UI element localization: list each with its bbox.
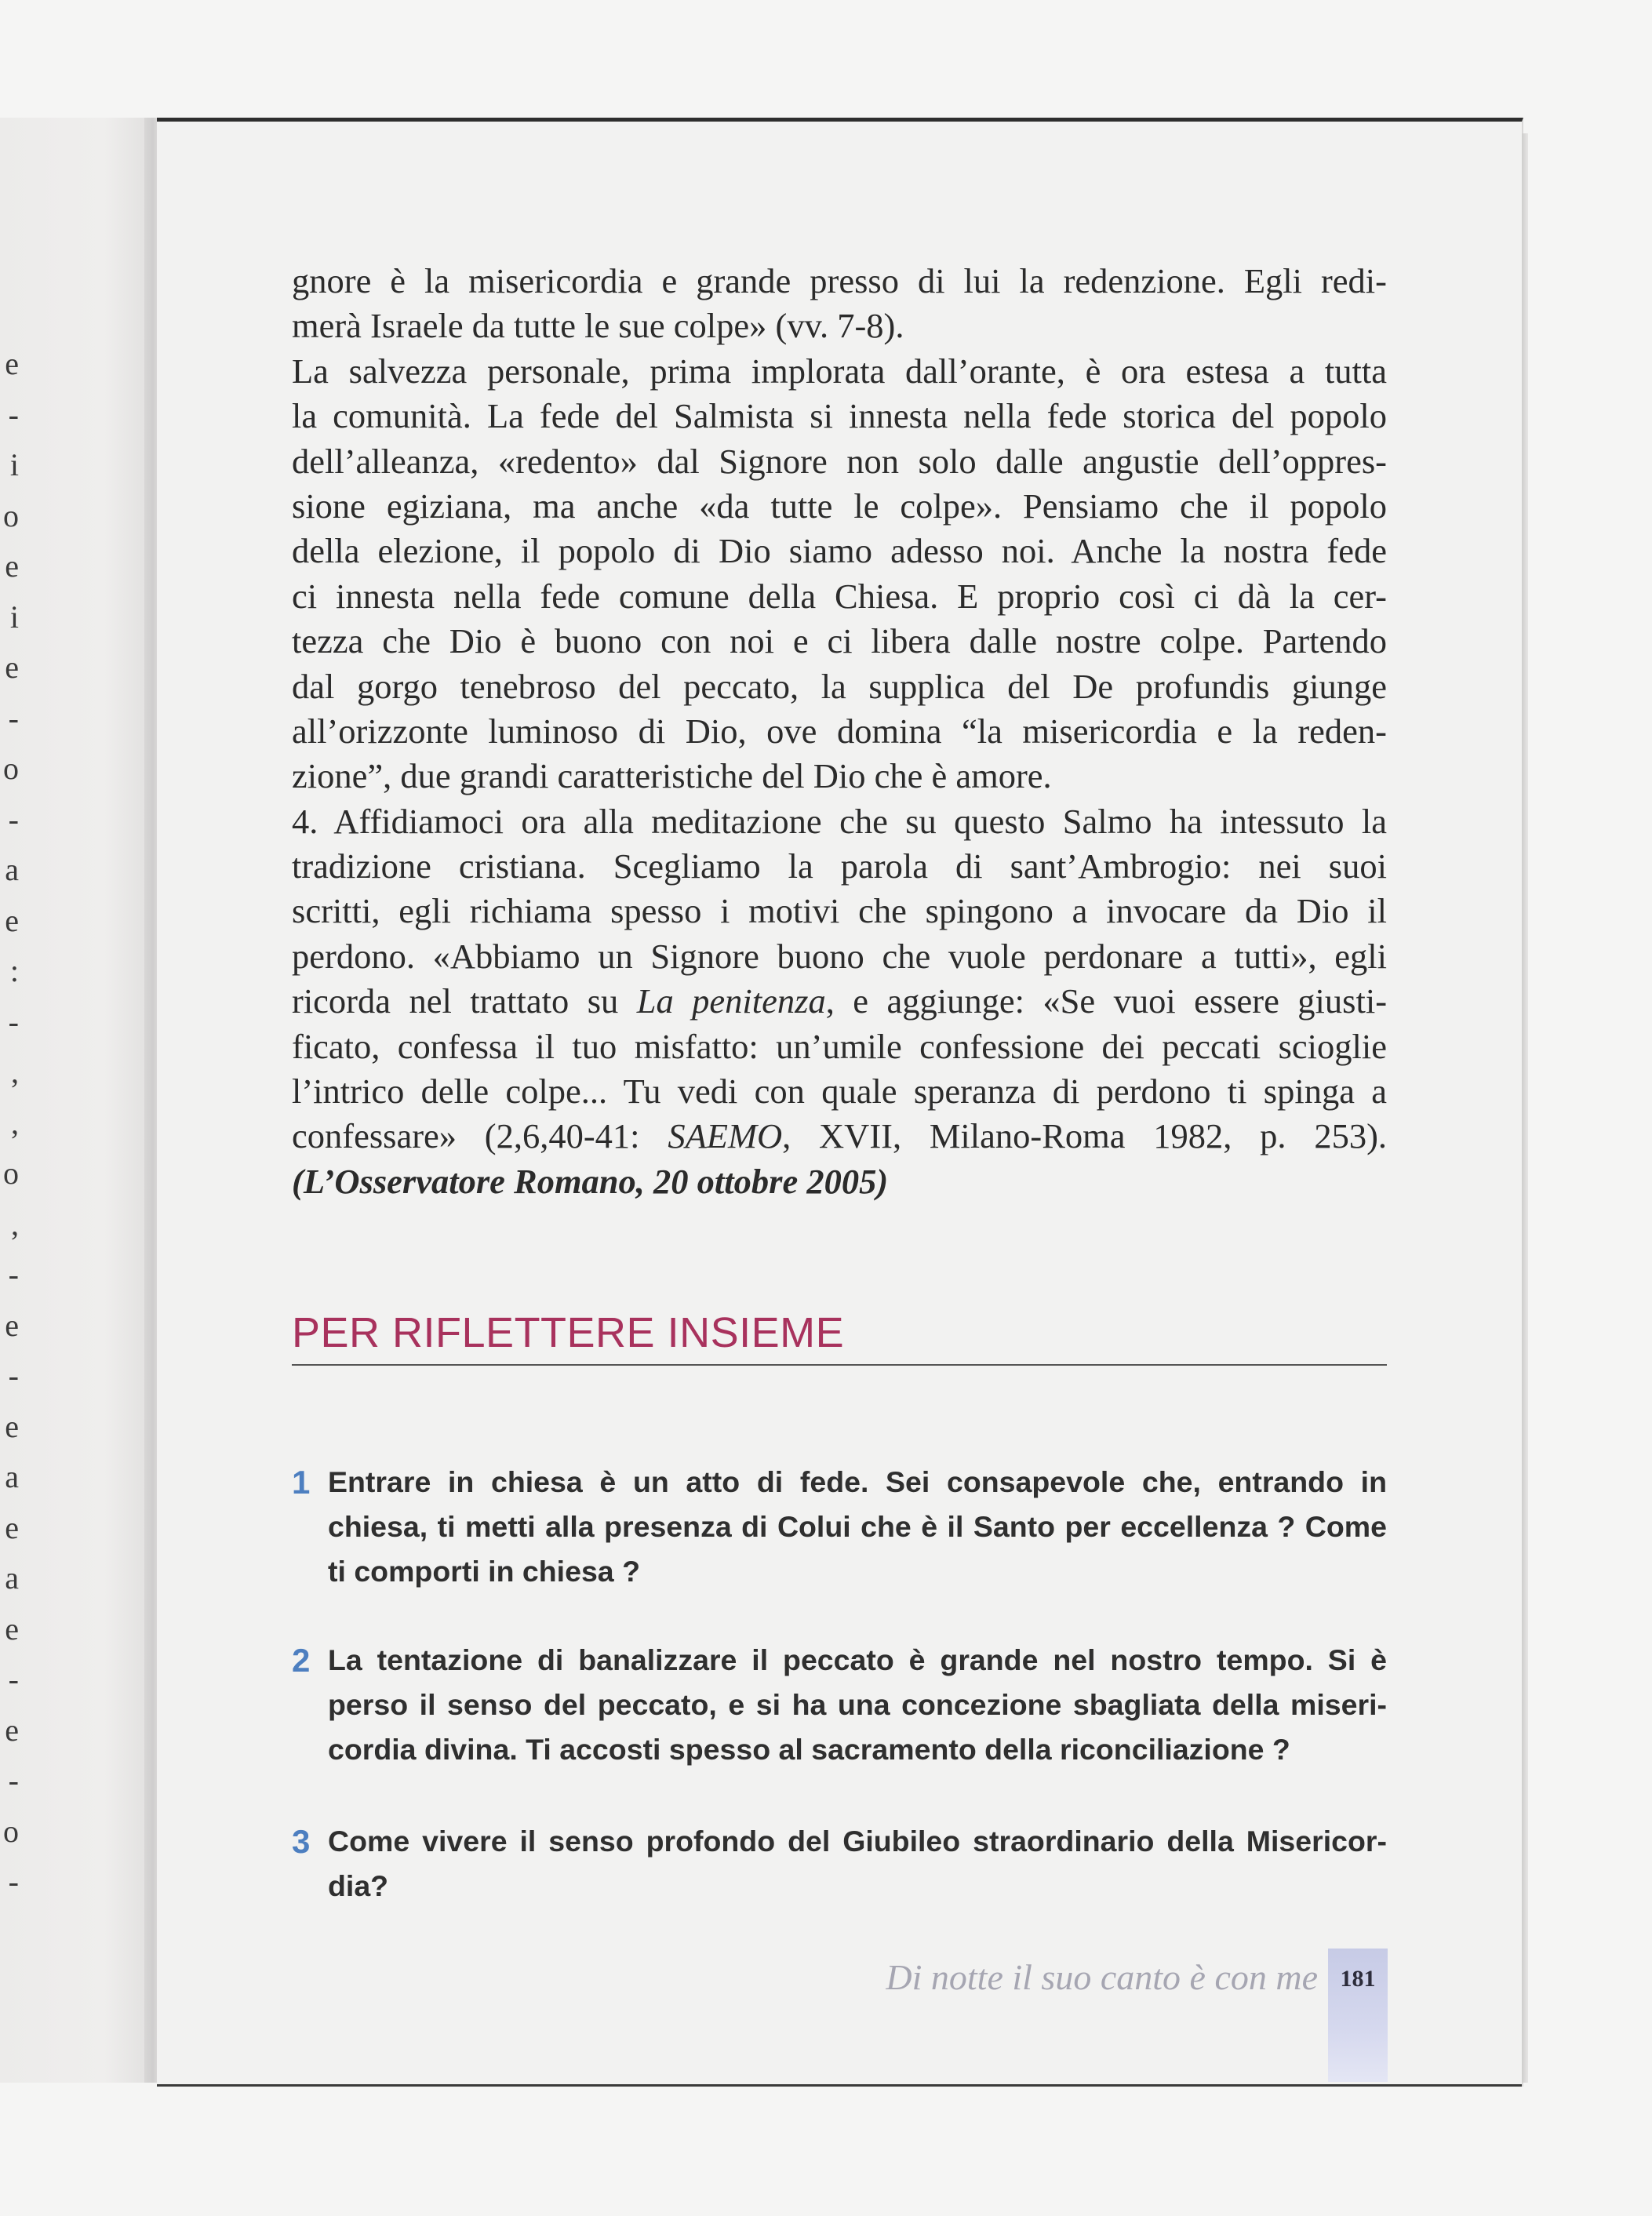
left-page-fragment: ,	[11, 1206, 19, 1242]
text-line: 4. Affidiamoci ora alla meditazione che su questo Salmo ha intessuto la	[292, 801, 1387, 841]
text-line: tradizione cristiana. Scegliamo la parola di sant’Ambrogio: nei suoi	[292, 846, 1387, 886]
text-line: della elezione, il popolo di Dio siamo adesso noi. Anche la nostra fede	[292, 531, 1387, 571]
left-page-fragment: a	[5, 852, 19, 887]
running-footer-title: Di notte il suo canto è con me	[886, 1957, 1318, 1997]
left-page-fragment: a	[5, 1560, 19, 1596]
left-page-fragment: ,	[11, 1105, 19, 1141]
text-line: ci innesta nella fede comune della Chiesa. E proprio così ci dà la cer-	[292, 576, 1387, 616]
question-text	[328, 1819, 1387, 1909]
left-page-fragment: e	[5, 1510, 19, 1545]
left-page-fragment: a	[5, 1459, 19, 1494]
text-run: ricorda nel trattato su	[292, 981, 637, 1021]
left-page-fragment: e	[5, 1611, 19, 1647]
left-page-fragment: e	[5, 650, 19, 685]
question-text	[328, 1460, 1387, 1594]
left-page-fragment: e	[5, 1409, 19, 1444]
text-line: La salvezza personale, prima implorata dall’orante, è ora estesa a tutta	[292, 351, 1387, 391]
question-line: cordia divina. Ti accosti spesso al sacramento della riconciliazione ?	[328, 1733, 1290, 1766]
text-line: all’orizzonte luminoso di Dio, ove domina “la misericordia e la reden-	[292, 711, 1387, 751]
left-page-fragment: -	[8, 802, 19, 837]
text-run: confessare» (2,6,40-41:	[292, 1116, 668, 1156]
question-line: perso il senso del peccato, e si ha una concezione sbagliata della miseri-	[328, 1688, 1387, 1721]
left-page-fragment: -	[8, 1763, 19, 1798]
body-text	[292, 259, 1387, 1204]
left-page-fragment: -	[8, 1864, 19, 1899]
text-line: dal gorgo tenebroso del peccato, la supplica del De profundis giunge	[292, 666, 1387, 706]
left-page-fragment: e	[5, 1308, 19, 1343]
left-page-fragment: o	[3, 498, 19, 533]
left-page-fragment: o	[3, 1814, 19, 1849]
left-page-fragment: e	[5, 1712, 19, 1748]
question-line: Come vivere il senso profondo del Giubileo straordinario della Misericor-	[328, 1825, 1387, 1858]
left-page-fragment: -	[8, 397, 19, 432]
left-page-fragment: -	[8, 1257, 19, 1292]
question-number: 1	[292, 1464, 311, 1501]
left-page-text-fragments	[0, 345, 24, 1914]
left-page-fragment: e	[5, 346, 19, 381]
text-line: l’intrico delle colpe... Tu vedi con quale speranza di perdono ti spinga a	[292, 1072, 1387, 1112]
text-line	[292, 1114, 1387, 1159]
left-page-fragment: e	[5, 548, 19, 584]
text-line: tezza che Dio è buono con noi e ci libera dalle nostre colpe. Partendo	[292, 621, 1387, 661]
question-line: dia?	[328, 1869, 389, 1902]
text-line: ficato, confessa il tuo misfatto: un’umile confessione dei peccati scioglie	[292, 1026, 1387, 1066]
left-page-fragment: o	[3, 1155, 19, 1191]
right-page-edge	[1522, 133, 1528, 2083]
question-text	[328, 1638, 1387, 1772]
question-line: Entrare in chiesa è un atto di fede. Sei consapevole che, entrando in	[328, 1465, 1387, 1498]
left-page-fragment: -	[8, 1004, 19, 1039]
text-line: sione egiziana, ma anche «da tutte le colpe». Pensiamo che il popolo	[292, 486, 1387, 526]
text-line: la comunità. La fede del Salmista si innesta nella fede storica del popolo	[292, 396, 1387, 436]
text-line: perdono. «Abbiamo un Signore buono che vuole perdonare a tutti», egli	[292, 936, 1387, 976]
question-number: 3	[292, 1823, 311, 1860]
left-page-fragment: o	[3, 751, 19, 786]
left-page-fragment: :	[9, 953, 19, 988]
left-page-fragment: -	[8, 700, 19, 736]
section-heading: PER RIFLETTERE INSIEME	[292, 1309, 845, 1356]
left-page-fragment: i	[9, 447, 19, 482]
left-page-fragment: ,	[11, 1054, 19, 1090]
left-page-fragment: e	[5, 903, 19, 938]
text-line: scritti, egli richiama spesso i motivi che spingono a invocare da Dio il	[292, 891, 1387, 931]
source-title-italic: SAEMO	[668, 1116, 783, 1156]
section-divider	[292, 1364, 1387, 1366]
text-line	[292, 979, 1387, 1024]
left-page-fragment: -	[8, 1358, 19, 1393]
text-run: , XVII, Milano-Roma 1982, p. 253).	[782, 1116, 1388, 1156]
text-line: gnore è la misericordia e grande presso di lui la redenzione. Egli redi-	[292, 261, 1387, 300]
text-line: dell’alleanza, «redento» dal Signore non solo dalle angustie dell’oppres-	[292, 441, 1387, 481]
text-run: , e aggiunge: «Se vuoi essere giusti-	[825, 981, 1388, 1021]
left-page-fragment: i	[9, 599, 19, 635]
question-line: chiesa, ti metti alla presenza di Colui che è il Santo per eccellenza ? Come	[328, 1510, 1387, 1543]
book-title-italic: La penitenza	[636, 981, 826, 1021]
question-line: ti comporti in chiesa ?	[328, 1555, 640, 1588]
question-number: 2	[292, 1642, 311, 1679]
page-number: 181	[1340, 1966, 1376, 1992]
left-page-fragment: -	[8, 1661, 19, 1697]
question-line: La tentazione di banalizzare il peccato è grande nel nostro tempo. Si è	[328, 1643, 1387, 1676]
text-line: zione”, due grandi caratteristiche del Dio che è amore.	[292, 756, 1052, 796]
text-line: merà Israele da tutte le sue colpe» (vv. 7-8).	[292, 306, 904, 346]
source-citation: (L’Osservatore Romano, 20 ottobre 2005)	[292, 1161, 889, 1201]
